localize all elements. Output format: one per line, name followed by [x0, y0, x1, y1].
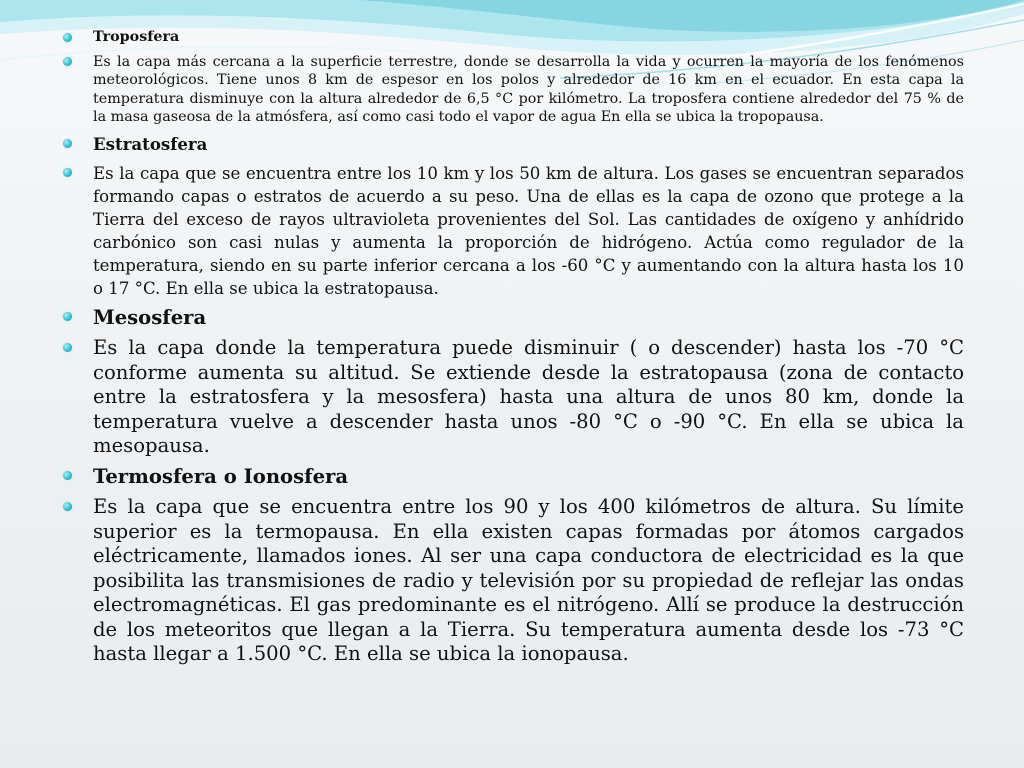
- bullet-body-estratosfera: [60, 162, 964, 300]
- bullet-dot-icon: [63, 33, 72, 42]
- bullet-dot-icon: [63, 57, 72, 66]
- section-title: Mesosfera: [93, 305, 207, 329]
- bullet-heading-termosfera: [60, 465, 964, 490]
- section-title: Troposfera: [93, 29, 180, 45]
- bullet-heading-mesosfera: [60, 306, 964, 331]
- bullet-dot-icon: [63, 343, 72, 352]
- bullet-dot-icon: [63, 471, 72, 480]
- section-body: Es la capa que se encuentra entre los 10 km y los 50 km de altura. Los gases se encuentran separados formando capas o estratos de acuerdo a su peso. Una de ellas es la capa de ozono que protege a la Tierra del exceso de rayos ultravioleta provenientes del Sol. Las cantidades de oxígeno y anhídrido carbónico son casi nulas y aumenta la proporción de hidrógeno. Actúa como regulador de la temperatura, siendo en su parte inferior cercana a los -60 °C y aumentando con la altura hasta los 10 o 17 °C. En ella se ubica la estratopausa.: [93, 163, 964, 298]
- bullet-heading-troposfera: [60, 28, 964, 47]
- bullet-dot-icon: [63, 502, 72, 511]
- atmosphere-layers-list: [60, 28, 964, 667]
- bullet-dot-icon: [63, 168, 72, 177]
- bullet-heading-estratosfera: [60, 133, 964, 156]
- bullet-dot-icon: [63, 139, 72, 148]
- section-body: Es la capa donde la temperatura puede disminuir ( o descender) hasta los -70 °C conforme aumenta su altitud. Se extiende desde la estratopausa (zona de contacto entre la estratosfera y la mesosfera) hasta una altura de unos 80 km, donde la temperatura vuelve a descender hasta unos -80 °C o -90 °C. En ella se ubica la mesopausa.: [93, 336, 964, 458]
- section-title: Termosfera o Ionosfera: [93, 464, 349, 488]
- bullet-body-mesosfera: [60, 336, 964, 459]
- section-title: Estratosfera: [93, 133, 208, 154]
- section-body: Es la capa más cercana a la superficie terrestre, donde se desarrolla la vida y ocurren la mayoría de los fenómenos meteorológicos. Tiene unos 8 km de espesor en los polos y alrededor de 16 km en el ecuador. En esta capa la temperatura disminuye con la altura alrededor de 6,5 °C por kilómetro. La troposfera contiene alrededor del 75 % de la masa gaseosa de la atmósfera, así como casi todo el vapor de agua En ella se ubica la tropopausa.: [93, 53, 964, 126]
- bullet-body-termosfera: [60, 495, 964, 667]
- section-body: Es la capa que se encuentra entre los 90 y los 400 kilómetros de altura. Su límite superior es la termopausa. En ella existen capas formadas por átomos cargados eléctricamente, llamados iones. Al ser una capa conductora de electricidad es la que posibilita las transmisiones de radio y televisión por su propiedad de reflejar las ondas electromagnéticas. El gas predominante es el nitrógeno. Allí se produce la destrucción de los meteoritos que llegan a la Tierra. Su temperatura aumenta desde los -73 °C hasta llegar a 1.500 °C. En ella se ubica la ionopausa.: [93, 495, 964, 666]
- bullet-dot-icon: [63, 312, 72, 321]
- slide-content: [60, 28, 964, 673]
- bullet-body-troposfera: [60, 53, 964, 127]
